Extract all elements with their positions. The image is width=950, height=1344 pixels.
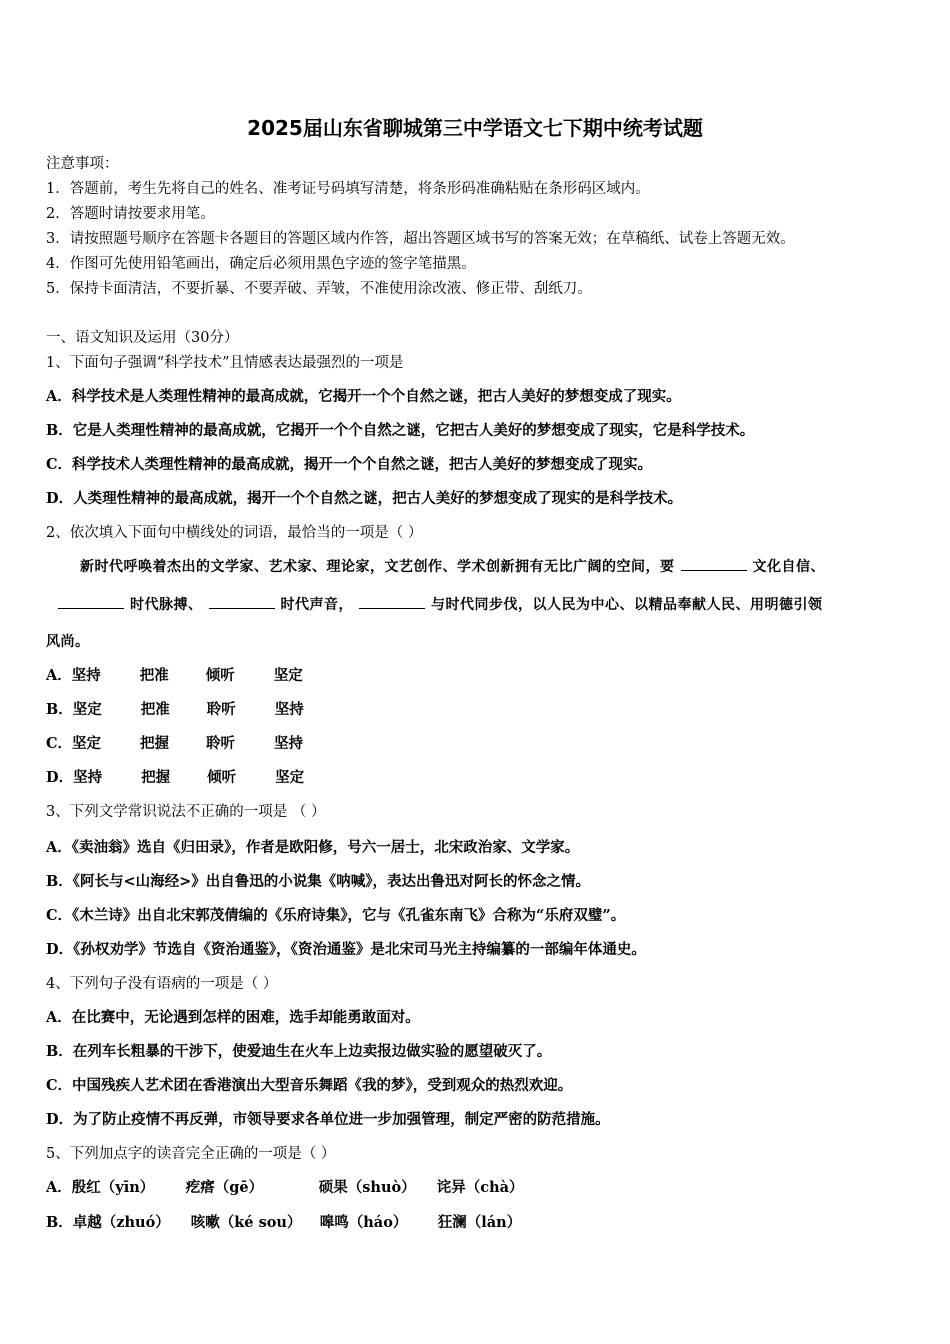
option-letter: A． (46, 1179, 72, 1196)
option-word: 聆听 (206, 735, 236, 752)
option-word: 倾听 (205, 667, 235, 684)
q1-option-a: A．科学技术是人类理性精神的最高成就，它揭开一个个自然之谜，把古人美好的梦想变成了现实。 (46, 388, 681, 405)
q1-option-c: C．科学技术人类理性精神的最高成就，揭开一个个自然之谜，把古人美好的梦想变成了现实。 (46, 456, 653, 473)
option-word: 咳嗽（ké sou） (190, 1214, 302, 1231)
q3-option-c: C．《木兰诗》出自北宋郭茂倩编的《乐府诗集》，它与《孔雀东南飞》合称为“乐府双璧”。 (46, 907, 626, 924)
option-word: 卓越（zhuó） (72, 1214, 170, 1231)
option-word: 坚定 (273, 667, 303, 684)
q2-passage-text: 新时代呼唤着杰出的文学家、艺术家、理论家，文艺创作、学术创新拥有无比广阔的空间，要 (80, 559, 675, 575)
q5-stem: 5、下列加点字的读音完全正确的一项是（ ） (46, 1146, 336, 1162)
answer-blank (209, 596, 275, 609)
q2-option-c (46, 732, 303, 753)
q2-option-a (46, 664, 303, 685)
option-word: 殷红（yīn） (71, 1179, 155, 1196)
answer-blank (58, 596, 124, 609)
option-word: 把准 (139, 667, 169, 684)
section-heading: 一、语文知识及运用（30分） (46, 330, 239, 346)
q2-option-d (46, 766, 304, 787)
option-word: 坚持 (274, 701, 304, 718)
option-letter: B． (46, 1214, 73, 1231)
option-word: 把准 (140, 701, 170, 718)
q2-passage-text: 风尚。 (46, 634, 90, 650)
notice-heading: 注意事项： (46, 156, 119, 172)
page-title: 2025届山东省聊城第三中学语文七下期中统考试题 (247, 116, 703, 140)
option-letter: B． (46, 701, 73, 718)
option-letter: D． (46, 769, 74, 786)
q2-option-b (46, 698, 304, 719)
q3-option-b: B．《阿长与<山海经>》出自鲁迅的小说集《呐喊》，表达出鲁迅对阿长的怀念之情。 (46, 873, 591, 890)
option-word: 聆听 (206, 701, 236, 718)
q4-stem: 4、下列句子没有语病的一项是（ ） (46, 976, 278, 992)
option-word: 把握 (140, 735, 170, 752)
notice-item: 5．保持卡面清洁，不要折暴、不要弄破、弄皱，不准使用涂改液、修正带、刮纸刀。 (46, 281, 592, 297)
option-word: 把握 (141, 769, 171, 786)
option-word: 坚持 (73, 769, 103, 786)
option-word: 坚持 (274, 735, 304, 752)
answer-blank (681, 558, 747, 571)
q2-passage-line2 (52, 594, 823, 614)
q5-option-b (46, 1211, 521, 1232)
q3-stem: 3、下列文学常识说法不正确的一项是 （ ） (46, 804, 326, 820)
notice-item: 3．请按照题号顺序在答题卡各题目的答题区域内作答，超出答题区域书写的答案无效；在草稿纸、试卷上答题无效。 (46, 231, 795, 247)
q4-option-c: C．中国残疾人艺术团在香港演出大型音乐舞蹈《我的梦》，受到观众的热烈欢迎。 (46, 1077, 573, 1094)
option-word: 坚定 (72, 701, 102, 718)
q3-option-a: A．《卖油翁》选自《归田录》，作者是欧阳修，号六一居士，北宋政治家、文学家。 (46, 839, 580, 856)
option-word: 坚持 (71, 667, 101, 684)
q2-passage-line1 (80, 556, 825, 576)
q1-option-d: D．人类理性精神的最高成就，揭开一个个自然之谜，把古人美好的梦想变成了现实的是科学技术。 (46, 490, 683, 507)
answer-blank (359, 596, 425, 609)
q3-option-d: D．《孙权劝学》节选自《资治通鉴》，《资治通鉴》是北宋司马光主持编纂的一部编年体通史。 (46, 941, 646, 958)
option-word: 坚定 (275, 769, 305, 786)
q1-option-b: B．它是人类理性精神的最高成就，它揭开一个个自然之谜，它把古人美好的梦想变成了现实，它是科学技术。 (46, 422, 755, 439)
option-word: 疙瘩（gē） (185, 1179, 264, 1196)
notice-item: 2．答题时请按要求用笔。 (46, 206, 215, 222)
q1-stem: 1、下面句子强调“科学技术”且情感表达最强烈的一项是 (46, 355, 404, 371)
option-letter: C． (46, 735, 73, 752)
q5-option-a (46, 1176, 524, 1197)
q2-stem: 2、依次填入下面句中横线处的词语，最恰当的一项是（ ） (46, 525, 423, 541)
q2-passage-text: 与时代同步伐，以人民为中心、以精品奉献人民、用明德引领 (431, 597, 823, 613)
option-word: 倾听 (207, 769, 237, 786)
option-word: 狂澜（lán） (437, 1214, 522, 1231)
q4-option-a: A．在比赛中，无论遇到怎样的困难，选手却能勇敢面对。 (46, 1009, 420, 1026)
q2-passage-text: 文化自信、 (752, 559, 825, 575)
option-letter: A． (46, 667, 72, 684)
q2-passage-text: 时代脉搏、 (130, 597, 203, 613)
option-word: 诧异（chà） (436, 1179, 524, 1196)
option-word: 坚定 (72, 735, 102, 752)
q4-option-b: B．在列车长粗暴的干涉下，使爱迪生在火车上边卖报边做实验的愿望破灭了。 (46, 1043, 552, 1060)
notice-item: 4．作图可先使用铅笔画出，确定后必须用黑色字迹的签字笔描黑。 (46, 256, 476, 272)
q4-option-d: D．为了防止疫情不再反弹，市领导要求各单位进一步加强管理，制定严密的防范措施。 (46, 1111, 610, 1128)
option-word: 嗥鸣（háo） (319, 1214, 408, 1231)
option-word: 硕果（shuò） (318, 1179, 416, 1196)
q2-passage-text: 时代声音， (280, 597, 353, 613)
notice-item: 1．答题前，考生先将自己的姓名、准考证号码填写清楚，将条形码准确粘贴在条形码区域内。 (46, 181, 650, 197)
